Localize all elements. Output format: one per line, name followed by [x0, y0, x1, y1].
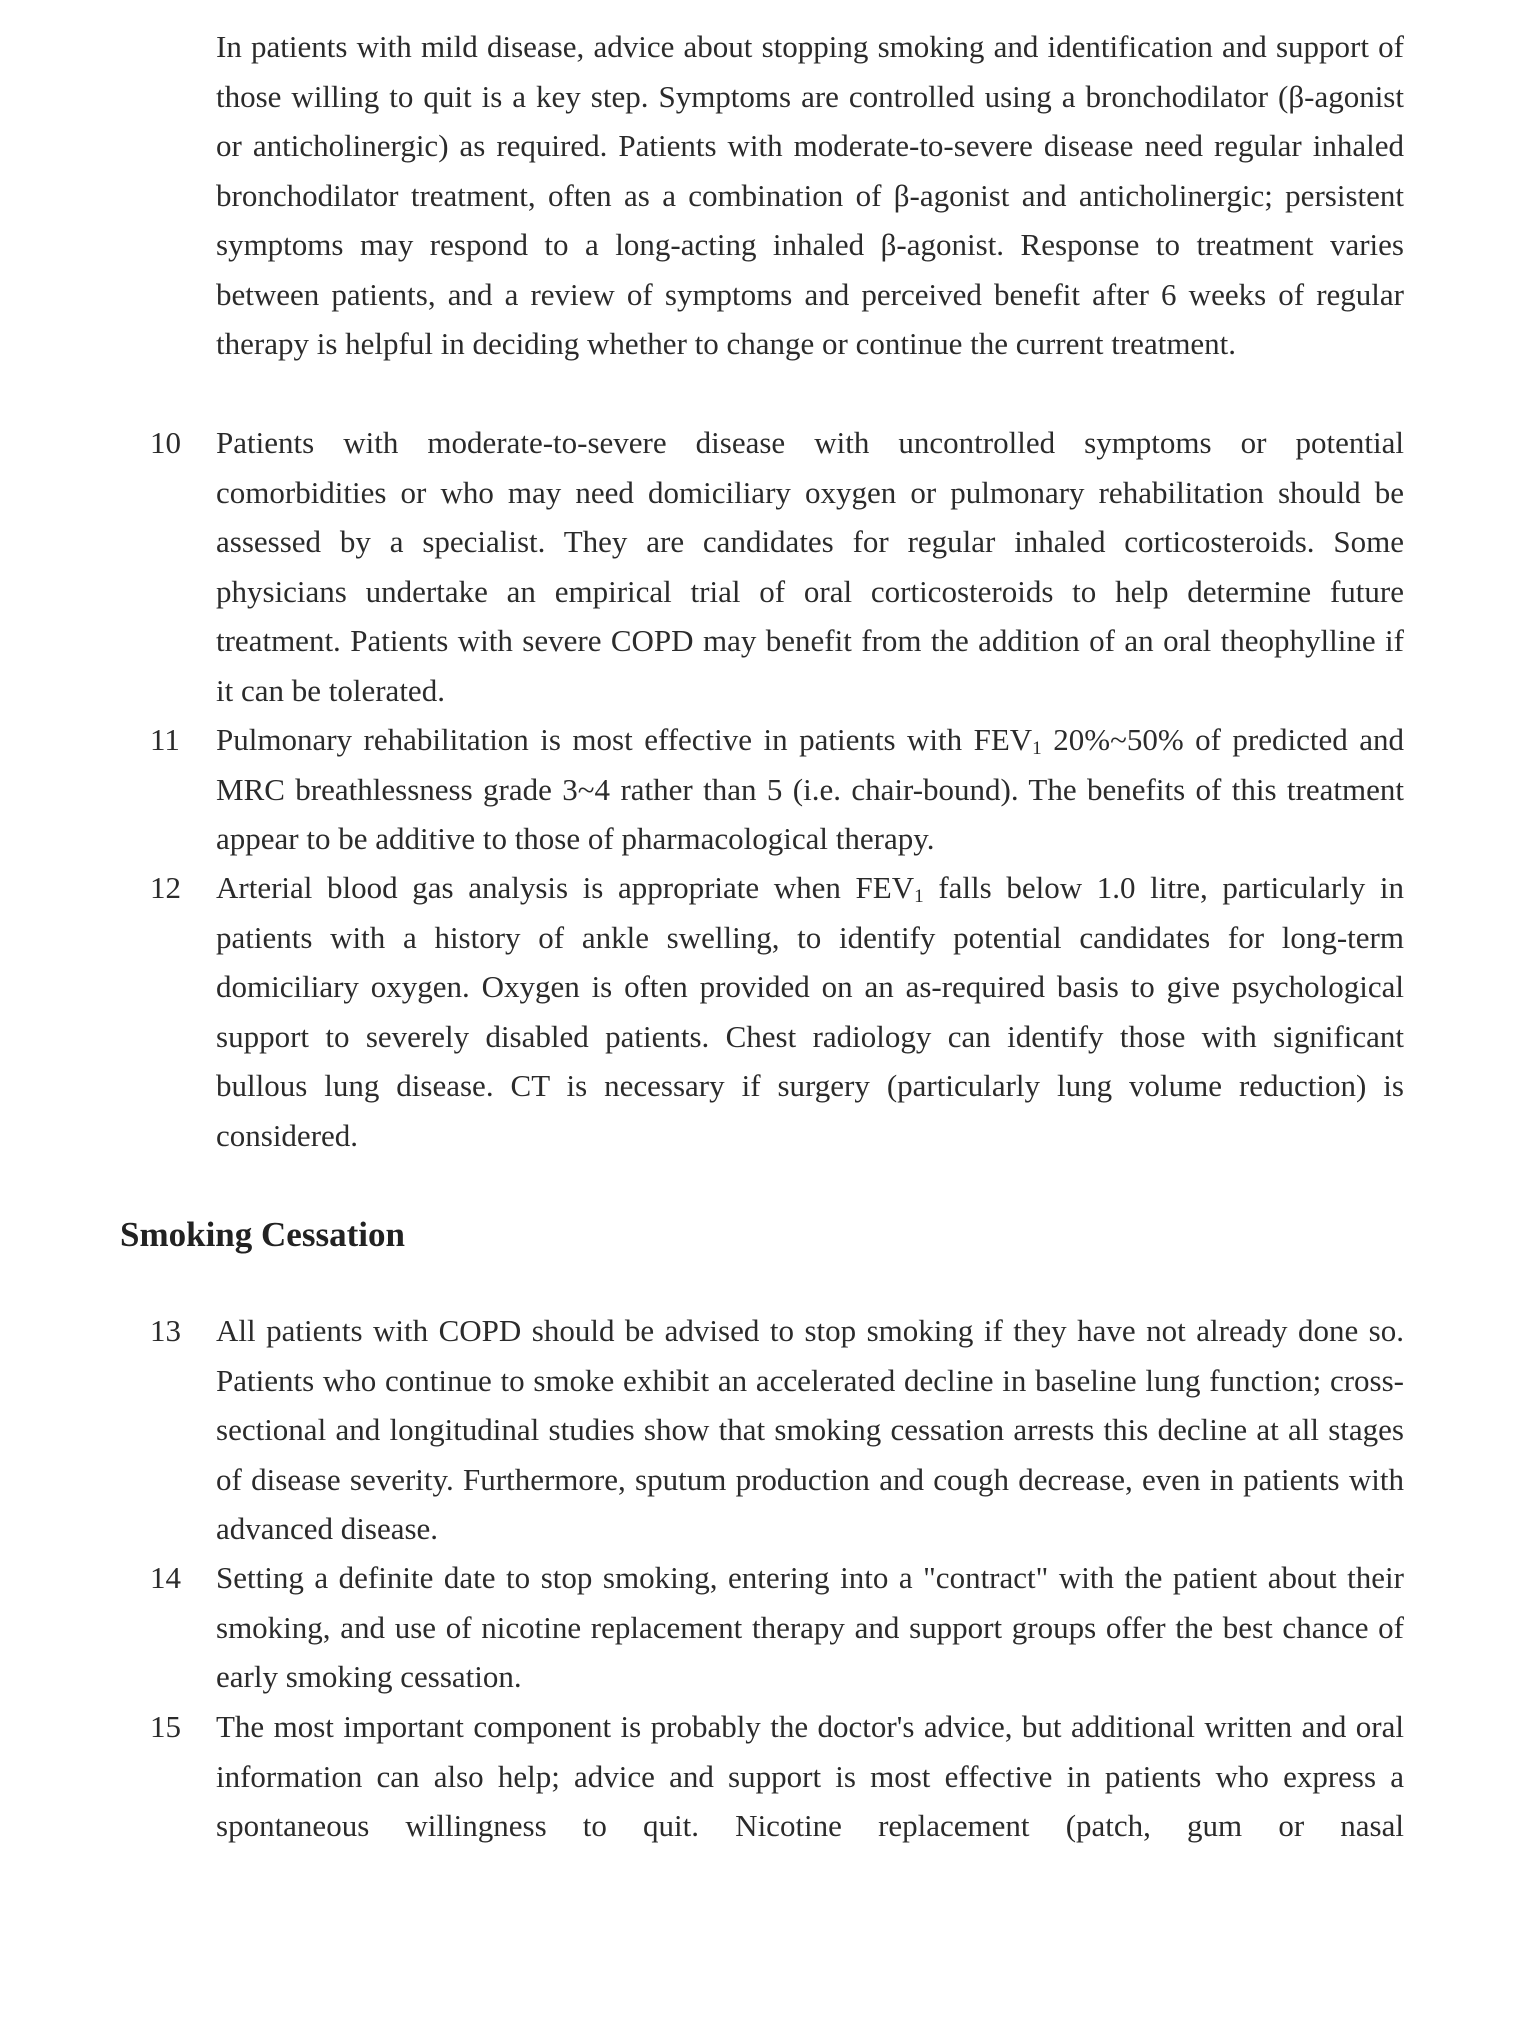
paragraph-12-text-a: Arterial blood gas analysis is appropriate when FEV — [216, 870, 915, 905]
fev-subscript: 1 — [914, 886, 924, 908]
paragraph-15: The most important component is probably the doctor's advice, but additional written and oral information can also help; advice and support is most effective in patients who express a spontaneous willingness to quit. Nicotine replacement (patch, gum or nasal — [216, 1709, 1404, 1843]
paragraph-10: Patients with moderate-to-severe disease with uncontrolled symptoms or potential comorbidities or who may need domiciliary oxygen or pulmonary rehabilitation should be assessed by a specialist. They are candidates for regular inhaled corticosteroids. Some physicians undertake an empirical trial of oral corticosteroids to help determine future treatment. Patients with severe COPD may benefit from the addition of an oral theophylline if it can be tolerated. — [216, 425, 1404, 708]
paragraph-number-11: 11 — [150, 722, 180, 757]
fev-subscript: 1 — [1032, 738, 1042, 760]
paragraph-12-text-b: falls below 1.0 litre, particularly in patients with a history of ankle swelling, to identify potential candidates for long-term domiciliary oxygen. Oxygen is often provided on an as-required basis to give psychological support to severely disabled patients. Chest radiology can identify those with significant bullous lung disease. CT is necessary if surgery (particularly lung volume reduction) is considered. — [216, 870, 1404, 1153]
paragraph-12 — [216, 863, 1404, 1160]
paragraph-number-10: 10 — [150, 425, 181, 460]
paragraph-number-15: 15 — [150, 1709, 181, 1744]
paragraph-13: All patients with COPD should be advised to stop smoking if they have not already done so. Patients who continue to smoke exhibit an accelerated decline in baseline lung function; cross-sectional and longitudinal studies show that smoking cessation arrests this decline at all stages of disease severity. Furthermore, sputum production and cough decrease, even in patients with advanced disease. — [216, 1313, 1404, 1546]
section-heading: Smoking Cessation — [120, 1215, 405, 1254]
paragraph-14: Setting a definite date to stop smoking, entering into a "contract" with the patient about their smoking, and use of nicotine replacement therapy and support groups offer the best chance of early smoking cessation. — [216, 1560, 1404, 1694]
paragraph-11-text-b: 20%~50% of predicted and MRC breathlessness grade 3~4 rather than 5 (i.e. chair-bound). The benefits of this treatment appear to be additive to those of pharmacological therapy. — [216, 722, 1404, 856]
paragraph-number-14: 14 — [150, 1560, 181, 1595]
paragraph-mild-disease: In patients with mild disease, advice about stopping smoking and identification and support of those willing to quit is a key step. Symptoms are controlled using a bronchodilator (β-agonist or anticholinergic) as required. Patients with moderate-to-severe disease need regular inhaled bronchodilator treatment, often as a combination of β-agonist and anticholinergic; persistent symptoms may respond to a long-acting inhaled β-agonist. Response to treatment varies between patients, and a review of symptoms and perceived benefit after 6 weeks of regular therapy is helpful in deciding whether to change or continue the current treatment. — [216, 29, 1404, 361]
paragraph-11-text-a: Pulmonary rehabilitation is most effective in patients with FEV — [216, 722, 1033, 757]
paragraph-11 — [216, 715, 1404, 864]
paragraph-number-12: 12 — [150, 870, 181, 905]
paragraph-number-13: 13 — [150, 1313, 181, 1348]
